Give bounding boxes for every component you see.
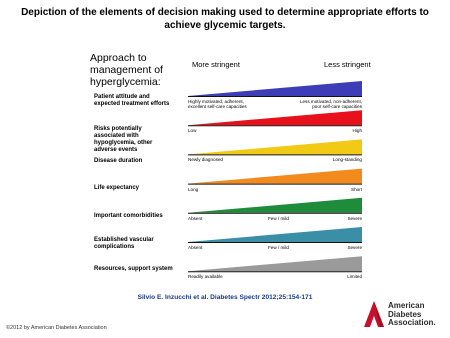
ada-logo-text	[388, 302, 448, 328]
range-mid-6: Few / mild	[268, 245, 289, 250]
range-left-5: Absent	[188, 215, 203, 221]
range-left-4: Long	[188, 186, 199, 192]
range-mid-5: Few / mild	[268, 215, 289, 221]
figure-title: Depiction of the elements of decision making used to determine appropriate efforts to achieve glycemic targets.	[21, 7, 429, 31]
range-left-2: Low	[188, 128, 197, 134]
range-right-3: Long-standing	[332, 157, 362, 163]
range-left-3: Newly diagnosed	[188, 157, 223, 163]
row-label-7: Resources, support system	[94, 266, 173, 272]
wedge-row-6	[188, 227, 362, 242]
wedge-row-7	[188, 256, 362, 271]
row-label-5: Important comorbidities	[94, 213, 163, 219]
wedge-row-4	[188, 169, 362, 184]
range-left-6: Absent	[188, 245, 203, 250]
row-label-6: Established vascular complications	[94, 237, 154, 250]
wedge-row-5	[188, 198, 362, 213]
range-left-7: Readily available	[188, 274, 223, 280]
row-label-2: Risks potentially associated with hypoglycemia, other adverse events	[94, 126, 153, 153]
range-left-1: Highly motivated, adherent, excellent self-care capacities	[188, 99, 247, 109]
range-right-6: Severe	[347, 245, 362, 250]
column-label-more-stringent: More stringent	[192, 60, 240, 69]
row-label-1: Patient attitude and expected treatment efforts	[94, 94, 170, 107]
wedge-row-3	[188, 139, 362, 154]
range-right-1: Less motivated, non-adherent, poor self-care capacities	[299, 99, 362, 109]
row-label-4: Life expectancy	[94, 185, 140, 191]
range-right-2: High	[352, 128, 362, 134]
range-right-4: Short	[351, 186, 362, 192]
citation: Silvio E. Inzucchi et al. Diabetes Spectr 2012;25:154-171	[137, 294, 313, 301]
row-label-3: Disease duration	[94, 158, 143, 164]
ada-logo-wordmark: American Diabetes Association.	[388, 301, 436, 327]
diagram-heading: Approach to management of hyperglycemia:	[90, 52, 163, 88]
wedge-row-1	[188, 81, 362, 96]
range-right-5: Severe	[347, 215, 362, 221]
wedge-row-2	[188, 110, 362, 125]
column-label-less-stringent: Less stringent	[324, 60, 371, 69]
copyright-notice: ©2012 by American Diabetes Association	[6, 325, 107, 331]
range-right-7: Limited	[347, 274, 362, 280]
